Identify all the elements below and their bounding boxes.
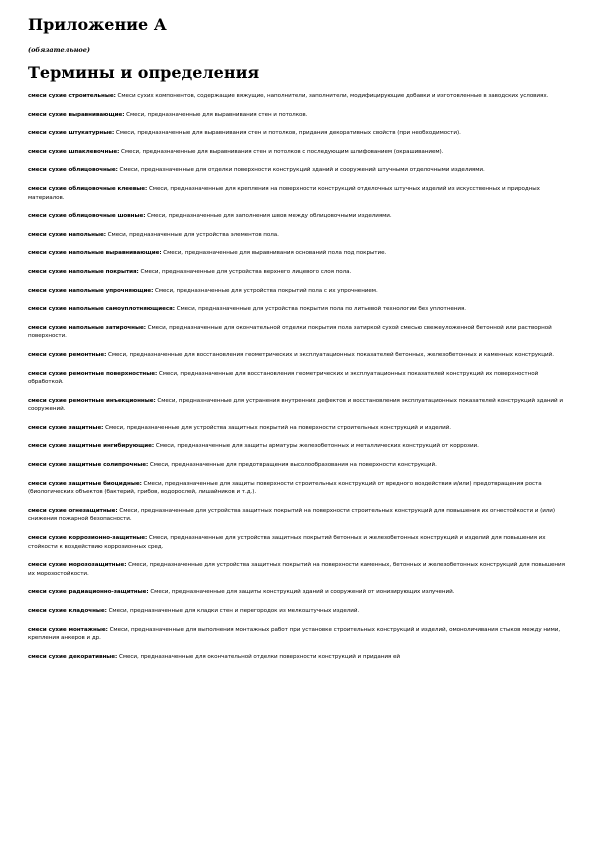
term-definition: Смеси, предназначенные для выполнения монтажных работ при установке строительных конструкций и изделий, омоноличивания стыков между ними, крепления анкеров и др. <box>28 626 561 642</box>
term-entry <box>28 588 568 597</box>
document-page <box>28 16 568 671</box>
term-definition: Смеси, предназначенные для заполнения швов между облицовочными изделиями. <box>147 213 392 220</box>
term-definition: Смеси, предназначенные для выравнивания оснований пола под покрытие. <box>163 250 387 257</box>
appendix-title: Приложение А <box>28 15 167 34</box>
term-name: смеси сухие напольные затирочные: <box>28 324 146 331</box>
term-definition: Смеси, предназначенные для устройства защитных покрытий бетонных и железобетонных конструкций и изделий для повышения их стойкости к воздействию коррозионных сред. <box>28 535 546 550</box>
term-entry <box>28 653 568 662</box>
term-entry <box>28 561 568 578</box>
term-definition: Смеси, предназначенные для устройства верхнего лицевого слоя пола. <box>140 268 352 275</box>
term-entry <box>28 480 568 497</box>
term-name: смеси сухие коррозионно-защитные: <box>28 535 148 542</box>
term-entry <box>28 249 568 258</box>
term-entry <box>28 231 568 240</box>
term-name: смеси сухие ремонтные: <box>28 351 107 358</box>
term-entry <box>28 461 568 470</box>
term-entry <box>28 92 568 101</box>
term-definition: Смеси, предназначенные для выравнивания стен и потолков с последующим шлифованием (окрашиванием). <box>121 148 444 155</box>
term-name: смеси сухие защитные: <box>28 424 104 431</box>
term-entry <box>28 607 568 616</box>
term-name: смеси сухие ремонтные инъекционные: <box>28 397 156 404</box>
term-definition: Смеси, предназначенные для восстановления геометрических и эксплуатационных показателей конструкций их поверхностной обработкой. <box>28 370 539 386</box>
term-name: смеси сухие штукатурные: <box>28 130 115 137</box>
term-definition: Смеси, предназначенные для защиты поверхности строительных конструкций от вредного воздействия и/или) предотвращения роста (биологических объектов (бактерий, грибов, водорослей, лишайников и т.д.). <box>28 480 542 496</box>
appendix-note: (обязательное) <box>28 46 90 54</box>
term-entry <box>28 287 568 296</box>
term-name: смеси сухие декоративные: <box>28 653 118 660</box>
term-name: смеси сухие защитные ингибирующие: <box>28 443 155 450</box>
term-entry <box>28 129 568 138</box>
term-definition: Смеси, предназначенные для защиты арматуры железобетонных и металлических конструкций от коррозии. <box>155 443 479 450</box>
term-name: смеси сухие облицовочные клеевые: <box>28 185 148 192</box>
term-definition: Смеси, предназначенные для крепления на поверхности конструкций отделочных штучных изделий из искусственных и природных материалов. <box>28 185 540 201</box>
term-name: смеси сухие кладочные: <box>28 608 107 614</box>
term-entry <box>28 185 568 202</box>
term-name: смеси сухие радиационно-защитные: <box>28 589 149 596</box>
term-name: смеси сухие защитные солипрочные: <box>28 462 149 469</box>
term-definition: Смеси, предназначенные для окончательной отделки покрытия пола затиркой сухой смесью свежеуложенной бетонной или растворной поверхности. <box>28 324 552 340</box>
term-definition: Смеси сухих компонентов, содержащие вяжущие, наполнители, заполнители, модифицирующие добавки и изготовленные в заводских условиях. <box>117 93 549 99</box>
term-entry <box>28 370 568 387</box>
term-name: смеси сухие шпаклевочные: <box>28 148 120 155</box>
terms-list <box>28 92 568 661</box>
term-definition: Смеси, предназначенные для устройства покрытий пола с их упрочнением. <box>155 287 378 294</box>
term-name: смеси сухие напольные покрытия: <box>28 268 139 275</box>
term-entry <box>28 626 568 643</box>
section-title: Термины и определения <box>28 63 260 82</box>
term-entry <box>28 351 568 360</box>
term-definition: Смеси, предназначенные для устройства защитных покрытий на поверхности каменных, бетонных и железобетонных конструкций для повышения их морозостойкости. <box>28 562 565 577</box>
term-name: смеси сухие выравнивающие: <box>28 111 125 118</box>
term-definition: Смеси, предназначенные для устройства элементов пола. <box>107 231 279 238</box>
term-entry <box>28 148 568 157</box>
term-name: смеси сухие напольные упрочняющие: <box>28 287 154 294</box>
term-name: смеси сухие облицовочные: <box>28 167 118 174</box>
term-name: смеси сухие напольные самоуплотняющиеся: <box>28 306 175 313</box>
term-definition: Смеси, предназначенные для выравнивания стен и потолков. <box>126 111 308 118</box>
term-definition: Смеси, предназначенные для устройства покрытия пола по литьевой технологии без уплотнения. <box>176 306 466 313</box>
term-entry <box>28 424 568 433</box>
term-name: смеси сухие строительные: <box>28 93 116 99</box>
term-name: смеси сухие ремонтные поверхностные: <box>28 370 158 377</box>
term-name: смеси сухие защитные биоцидные: <box>28 480 142 487</box>
term-definition: Смеси, предназначенные для отделки поверхности конструкций зданий и сооружений штучными отделочными изделиями. <box>119 167 485 174</box>
term-name: смеси сухие облицовочные шовные: <box>28 213 146 220</box>
term-definition: Смеси, предназначенные для кладки стен и перегородок из мелкоштучных изделий. <box>108 608 360 614</box>
term-entry <box>28 442 568 451</box>
term-name: смеси сухие напольные выравнивающие: <box>28 250 162 257</box>
term-definition: Смеси, предназначенные для устройства защитных покрытий на поверхности строительных конструкций и изделий. <box>105 424 452 431</box>
term-definition: Смеси, предназначенные для предотвращения высолообразования на поверхности конструкций. <box>149 462 437 469</box>
term-name: смеси сухие монтажные: <box>28 626 108 633</box>
term-name: смеси сухие морозозащитные: <box>28 562 127 569</box>
term-entry <box>28 397 568 414</box>
term-entry <box>28 212 568 221</box>
term-entry <box>28 324 568 341</box>
term-definition: Смеси, предназначенные для устройства защитных покрытий на поверхности строительных конструкций для повышения их огнестойкости и (или) снижения пожарной безопасности. <box>28 507 556 523</box>
term-definition: Смеси, предназначенные для устранения внутренних дефектов и восстановления эксплуатационных показателей конструкций зданий и сооружений. <box>28 397 563 413</box>
term-entry <box>28 166 568 175</box>
term-entry <box>28 305 568 314</box>
term-entry <box>28 111 568 120</box>
term-definition: Смеси, предназначенные для выравнивания стен и потолков, придания декоративных свойств (при необходимости). <box>115 130 461 137</box>
term-entry <box>28 268 568 277</box>
term-definition: Смеси, предназначенные для восстановления геометрических и эксплуатационных показателей бетонных, железобетонных и каменных конструкций. <box>108 351 554 358</box>
term-name: смеси сухие огнезащитные: <box>28 507 118 514</box>
term-name: смеси сухие напольные: <box>28 231 106 238</box>
term-definition: Смеси, предназначенные для окончательной отделки поверхности конструкций и придания ей <box>118 653 400 660</box>
term-entry <box>28 507 568 524</box>
term-entry <box>28 534 568 551</box>
term-definition: Смеси, предназначенные для защиты конструкций зданий и сооружений от ионизирующих излучений. <box>150 589 455 596</box>
